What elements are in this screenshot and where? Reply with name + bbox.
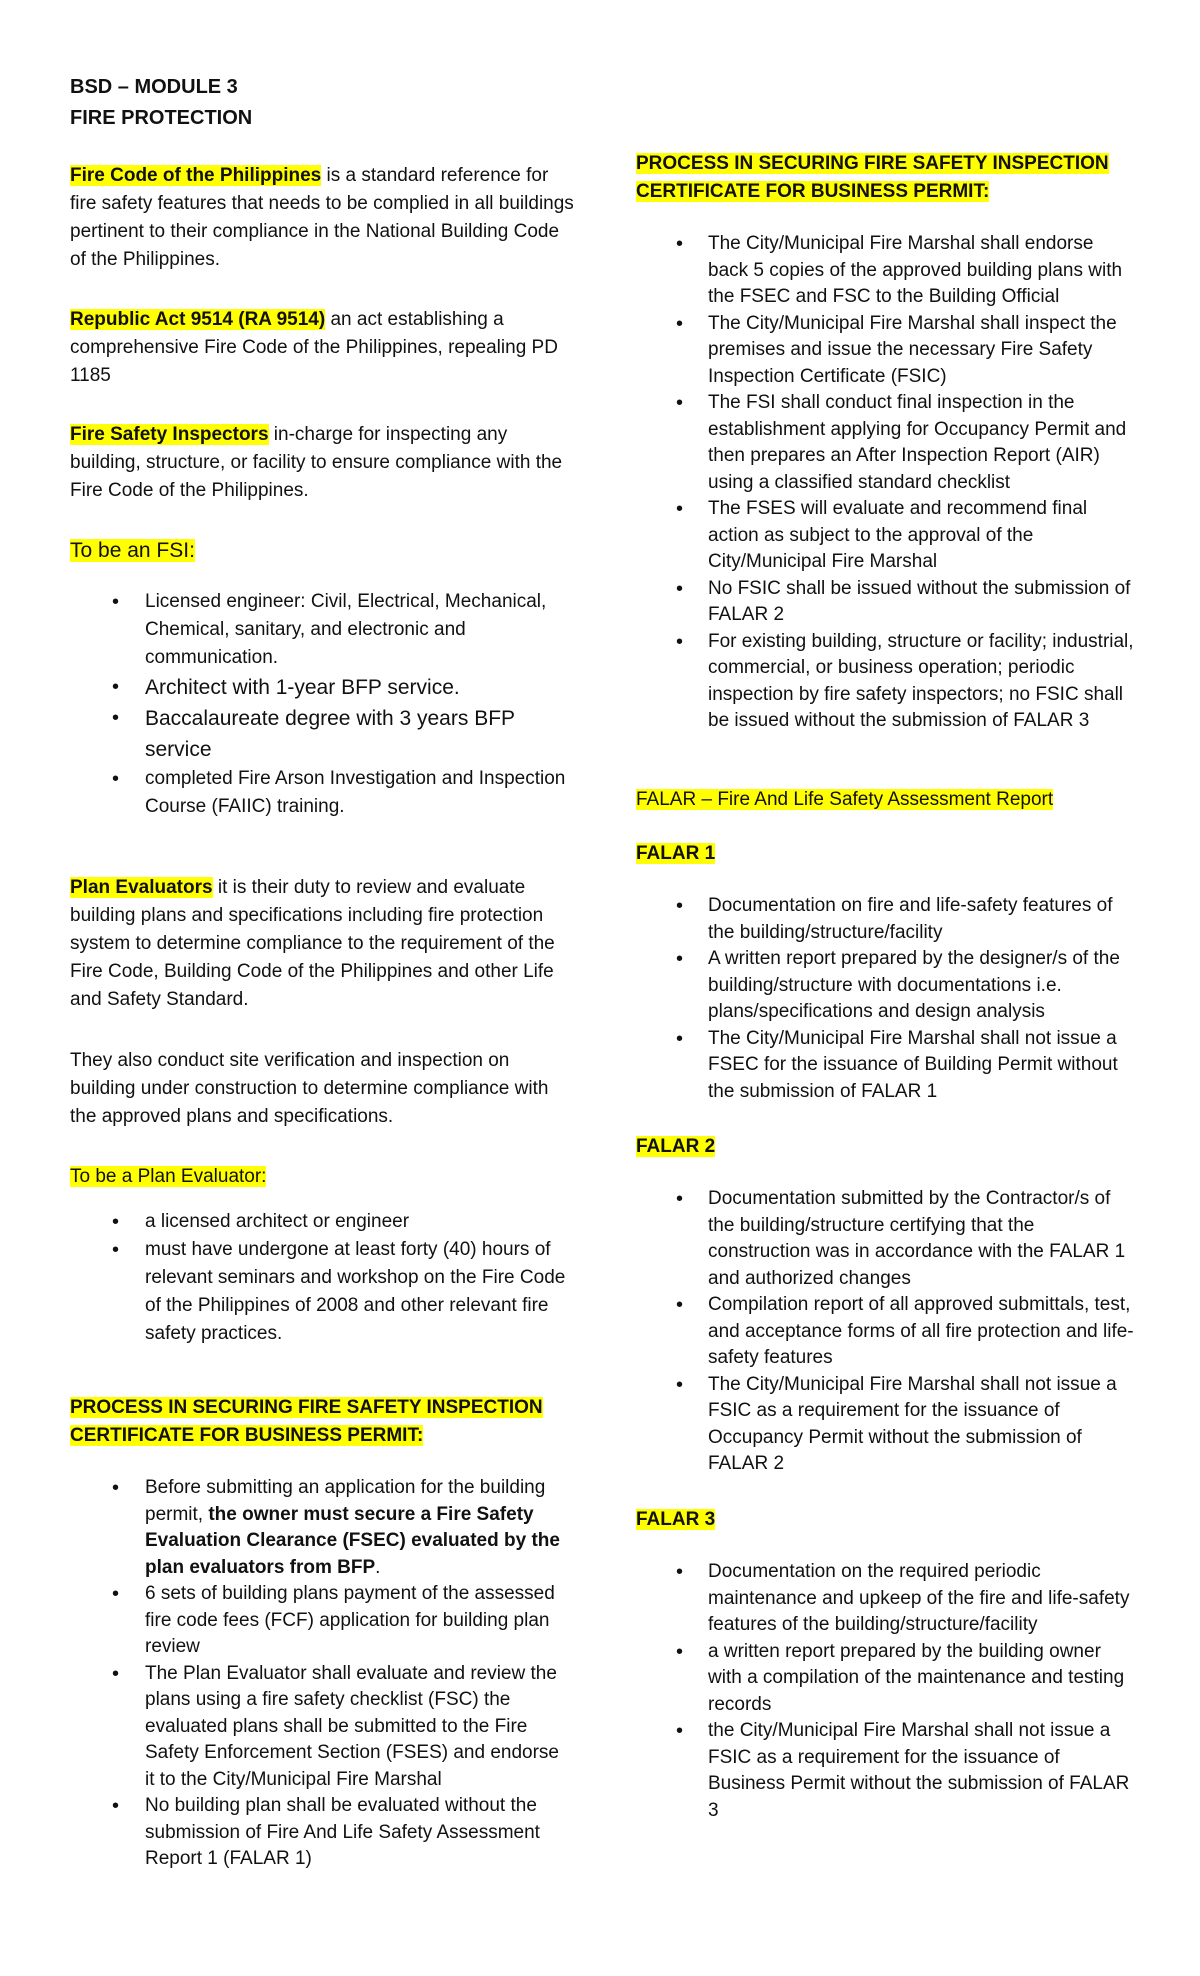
list-item: • The City/Municipal Fire Marshal shall not issue a FSEC for the issuance of Building Permit without the submission of FALAR 1 [636,1026,1136,1106]
list-item: • The FSES will evaluate and recommend final action as subject to the approval of the City/Municipal Fire Marshal [636,496,1136,576]
pe-paragraph: They also conduct site verification and inspection on building under construction to determine compliance with the approved plans and specifications. [70,1050,549,1127]
list-item: • Licensed engineer: Civil, Electrical, Mechanical, Chemical, sanitary, and electronic and communication. [70,588,575,672]
list-item: • No FSIC shall be issued without the submission of FALAR 2 [636,576,1136,629]
list-item: • Compilation report of all approved submittals, test, and acceptance forms of all fire protection and life-safety features [636,1292,1136,1372]
list-item: • 6 sets of building plans payment of the assessed fire code fees (FCF) application for building plan review [70,1581,570,1661]
pe-requirements-list [70,1208,575,1348]
list-item: • a licensed architect or engineer [70,1208,575,1236]
pe-text: it is their duty to review and evaluate building plans and specifications including fire protection system to determine compliance to the requirement of the Fire Code, Building Code of the Philippines and other Life and Safety Standard. [70,877,555,1010]
fsi-text: in-charge for inspecting any building, structure, or facility to ensure compliance with the Fire Code of the Philippines. [70,424,563,501]
falar1-heading: FALAR 1 [636,843,716,864]
fsi-definition [70,421,575,505]
falar-definition: FALAR – Fire And Life Safety Assessment Report [636,789,1054,810]
ra-definition [70,306,575,390]
fsi-heading: To be an FSI: [70,539,195,562]
falar1-list [636,893,1136,1105]
falar3-heading: FALAR 3 [636,1509,716,1530]
process-list-left [70,1475,570,1873]
topic-label: FIRE PROTECTION [70,107,253,129]
firecode-term: Fire Code of the Philippines [70,165,322,186]
list-item: • No building plan shall be evaluated without the submission of Fire And Life Safety Assessment Report 1 (FALAR 1) [70,1793,570,1873]
list-item: • a written report prepared by the building owner with a compilation of the maintenance and testing records [636,1639,1136,1719]
process-heading-right: PROCESS IN SECURING FIRE SAFETY INSPECTION CERTIFICATE FOR BUSINESS PERMIT: [636,153,1109,202]
firecode-text: is a standard reference for fire safety features that needs to be complied in all buildings pertinent to their compliance in the National Building Code of the Philippines. [70,165,574,270]
module-label: BSD – MODULE 3 [70,76,238,98]
process-list-right [636,231,1136,735]
list-item: • Documentation submitted by the Contractor/s of the building/structure certifying that the construction was in accordance with the FALAR 1 and authorized changes [636,1186,1136,1292]
list-item: • Documentation on fire and life-safety features of the building/structure/facility [636,893,1136,946]
list-item: • must have undergone at least forty (40) hours of relevant seminars and workshop on the Fire Code of the Philippines of 2008 and other relevant fire safety practices. [70,1236,575,1348]
falar3-list [636,1559,1136,1824]
list-item: • The City/Municipal Fire Marshal shall inspect the premises and issue the necessary Fire Safety Inspection Certificate (FSIC) [636,311,1136,391]
ra-term: Republic Act 9514 (RA 9514) [70,309,326,330]
falar2-heading: FALAR 2 [636,1136,716,1157]
list-item: • A written report prepared by the designer/s of the building/structure with documentations i.e. plans/specifications and design analysis [636,946,1136,1026]
list-item: • Baccalaureate degree with 3 years BFP service [70,703,575,765]
pe-term: Plan Evaluators [70,877,213,898]
pe-definition [70,874,575,1014]
pe-heading: To be a Plan Evaluator: [70,1166,267,1187]
list-item: • The City/Municipal Fire Marshal shall endorse back 5 copies of the approved building plans with the FSEC and FSC to the Building Official [636,231,1136,311]
ra-text: an act establishing a comprehensive Fire Code of the Philippines, repealing PD 1185 [70,309,558,386]
list-item: • completed Fire Arson Investigation and Inspection Course (FAIIC) training. [70,765,575,821]
process-heading-left: PROCESS IN SECURING FIRE SAFETY INSPECTION CERTIFICATE FOR BUSINESS PERMIT: [70,1397,543,1446]
fsi-term: Fire Safety Inspectors [70,424,269,445]
list-item: • The FSI shall conduct final inspection in the establishment applying for Occupancy Permit and then prepares an After Inspection Report (AIR) using a classified standard checklist [636,390,1136,496]
fsi-requirements-list [70,588,575,821]
list-item: • The City/Municipal Fire Marshal shall not issue a FSIC as a requirement for the issuance of Occupancy Permit without the submission of FALAR 2 [636,1372,1136,1478]
list-item: • Documentation on the required periodic maintenance and upkeep of the fire and life-safety features of the building/structure/facility [636,1559,1136,1639]
falar2-list [636,1186,1136,1478]
list-item: • For existing building, structure or facility; industrial, commercial, or business operation; periodic inspection by fire safety inspectors; no FSIC shall be issued without the submission of FALAR 3 [636,629,1136,735]
list-item: • the City/Municipal Fire Marshal shall not issue a FSIC as a requirement for the issuance of Business Permit without the submission of FALAR 3 [636,1718,1136,1824]
firecode-definition [70,162,575,274]
list-item: • The Plan Evaluator shall evaluate and review the plans using a fire safety checklist (FSC) the evaluated plans shall be submitted to the Fire Safety Enforcement Section (FSES) and endorse it to the City/Municipal Fire Marshal [70,1661,570,1794]
document-title [70,72,252,134]
list-item: • Architect with 1-year BFP service. [70,672,575,703]
list-item: • Before submitting an application for the building permit, the owner must secure a Fire Safety Evaluation Clearance (FSEC) evaluated by the plan evaluators from BFP. [70,1475,570,1581]
